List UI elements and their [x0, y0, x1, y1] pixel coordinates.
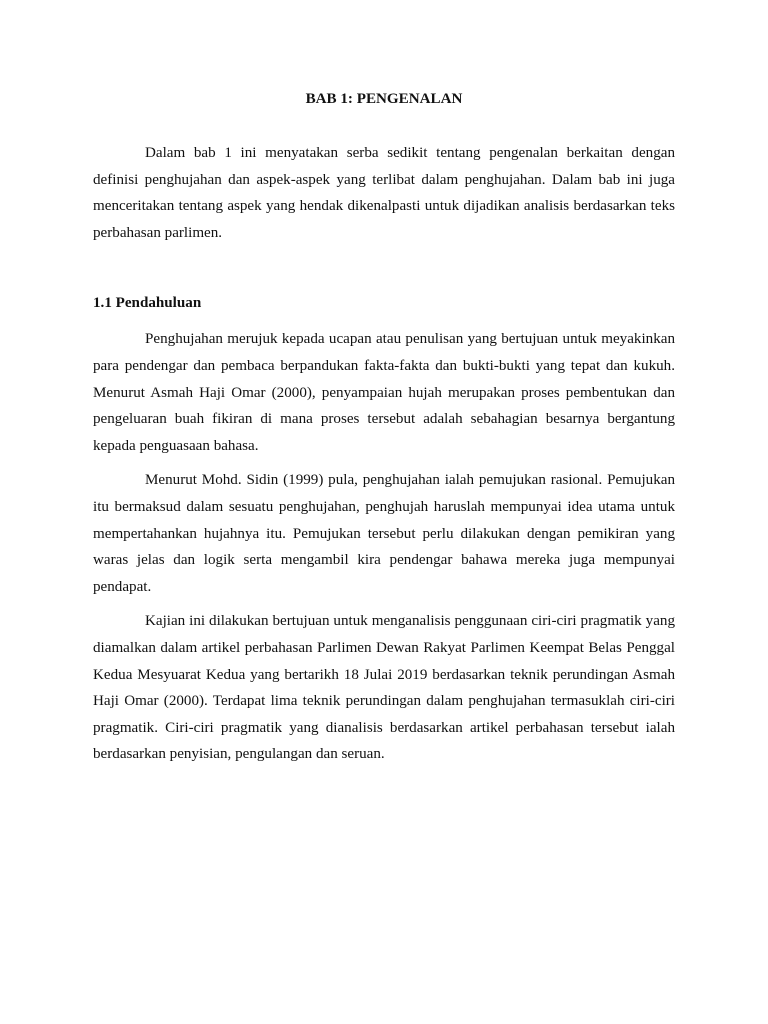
section-heading: 1.1 Pendahuluan — [93, 295, 202, 312]
intro-paragraph: Dalam bab 1 ini menyatakan serba sedikit tentang pengenalan berkaitan dengan definisi penghujahan dan aspek-aspek yang terlibat dalam penghujahan. Dalam bab ini juga menceritakan tentang aspek yang hendak dikenalpasti untuk dijadikan analisis berdasarkan teks perbahasan parlimen. — [93, 145, 675, 241]
section-paragraph-1: Penghujahan merujuk kepada ucapan atau penulisan yang bertujuan untuk meyakinkan para pendengar dan pembaca berpandukan fakta-fakta dan bukti-bukti yang tepat dan kukuh. Menurut Asmah Haji Omar (2000), penyampaian hujah merupakan proses pembentukan dan pengeluaran buah fikiran di mana proses tersebut adalah sebahagian besarnya bergantung kepada penguasaan bahasa. — [93, 331, 675, 454]
section-paragraph-3: Kajian ini dilakukan bertujuan untuk menganalisis penggunaan ciri-ciri pragmatik yang diamalkan dalam artikel perbahasan Parlimen Dewan Rakyat Parlimen Keempat Belas Penggal Kedua Mesyuarat Kedua yang bertarikh 18 Julai 2019 berdasarkan teknik perundingan Asmah Haji Omar (2000). Terdapat lima teknik perundingan dalam penghujahan termasuklah ciri-ciri pragmatik. Ciri-ciri pragmatik yang dianalisis berdasarkan artikel perbahasan tersebut ialah berdasarkan penyisian, pengulangan dan seruan. — [93, 613, 675, 763]
page-content — [93, 86, 675, 768]
section-paragraph-2: Menurut Mohd. Sidin (1999) pula, penghujahan ialah pemujukan rasional. Pemujukan itu bermaksud dalam sesuatu penghujahan, penghujah haruslah mempunyai idea utama untuk mempertahankan hujahnya itu. Pemujukan tersebut perlu dilakukan dengan pemikiran yang waras jelas dan logik serta mengambil kira pendengar bahawa mereka juga mempunyai pendapat. — [93, 472, 675, 595]
chapter-title: BAB 1: PENGENALAN — [305, 91, 463, 107]
